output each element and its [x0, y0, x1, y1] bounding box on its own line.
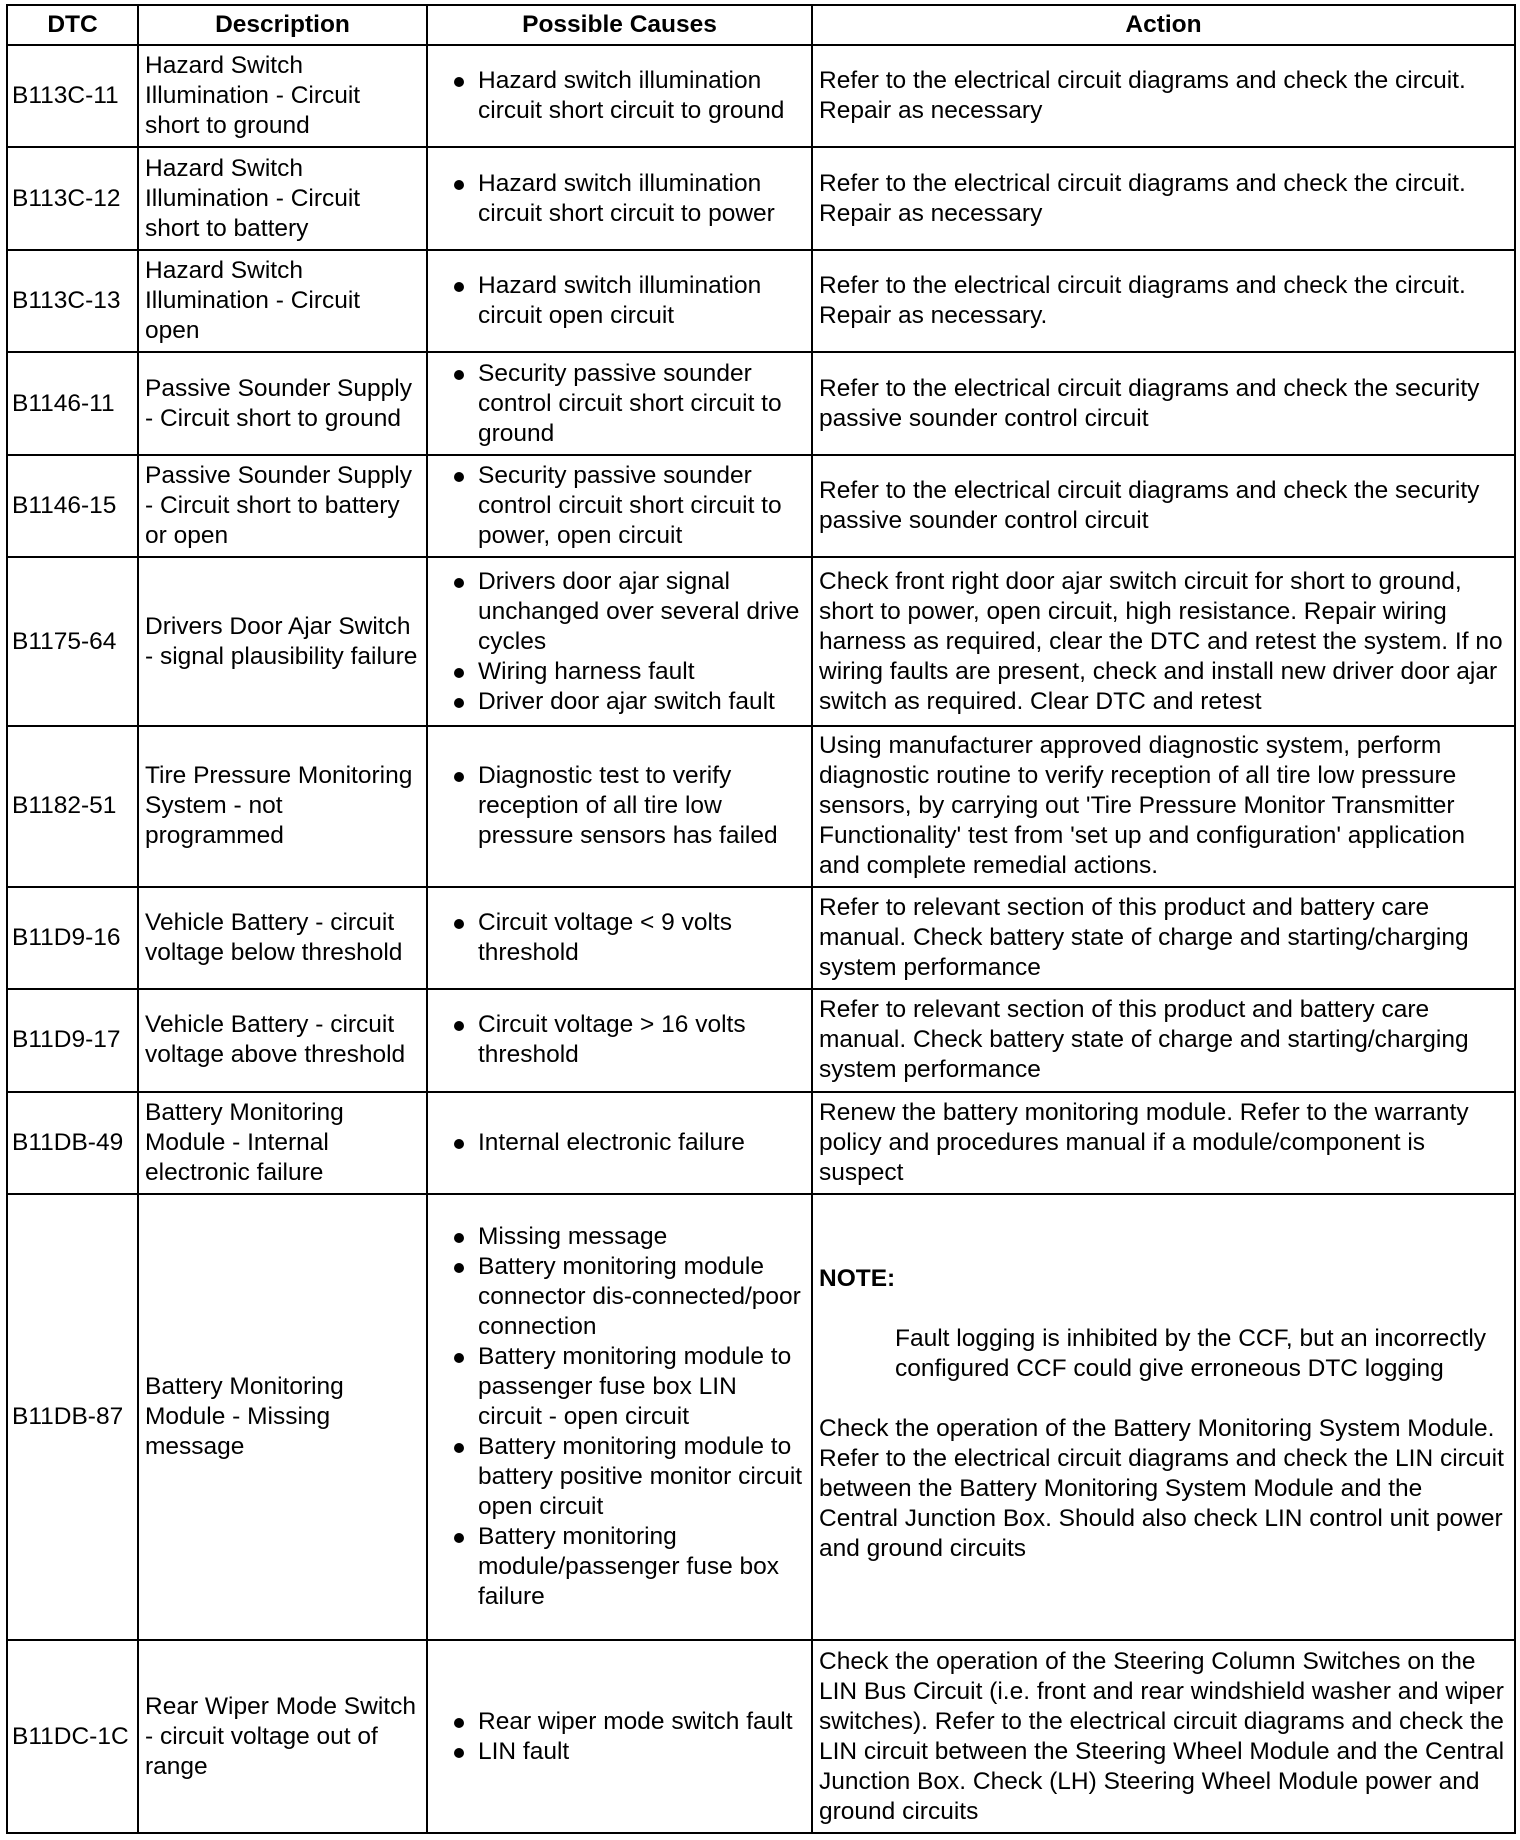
cause-item [434, 461, 805, 551]
causes-cell [427, 726, 812, 887]
table-row [7, 989, 1515, 1091]
table-row [7, 1194, 1515, 1640]
table-row [7, 250, 1515, 352]
dtc-code: B1175-64 [7, 557, 138, 726]
cause-text: Missing message [478, 1223, 668, 1251]
action-cell [812, 1194, 1515, 1640]
dtc-table [6, 4, 1516, 1834]
cause-text: Diagnostic test to verify reception of all tire low pressure sensors has failed [478, 762, 778, 850]
causes-cell [427, 1194, 812, 1640]
cause-item [434, 1342, 805, 1432]
bullet-icon [454, 668, 464, 678]
action-cell: Refer to the electrical circuit diagrams and check the circuit. Repair as necessary [812, 147, 1515, 249]
description-cell: Hazard Switch Illumination - Circuit short to battery [138, 147, 427, 249]
causes-cell [427, 147, 812, 249]
cause-item [434, 1737, 805, 1767]
cause-item [434, 657, 805, 687]
action-text: Check the operation of the Battery Monitoring System Module. Refer to the electrical circuit diagrams and check the LIN circuit between the Battery Monitoring System Module and the Central Junction Box. Should also check LIN control unit power and ground circuits [819, 1415, 1504, 1563]
cause-item [434, 687, 805, 717]
causes-cell [427, 45, 812, 147]
dtc-code: B11DB-49 [7, 1092, 138, 1194]
description-cell: Vehicle Battery - circuit voltage above threshold [138, 989, 427, 1091]
bullet-icon [454, 1443, 464, 1453]
note-text: Fault logging is inhibited by the CCF, but an incorrectly configured CCF could give erroneous DTC logging [895, 1325, 1487, 1383]
action-cell: Check the operation of the Steering Column Switches on the LIN Bus Circuit (i.e. front and rear windshield washer and wiper switches). Refer to the electrical circuit diagrams and check the LIN circuit between the Steering Wheel Module and the Central Junction Box. Check (LH) Steering Wheel Module power and ground circuits [812, 1640, 1515, 1833]
cause-text: Internal electronic failure [478, 1128, 745, 1156]
dtc-code: B1182-51 [7, 726, 138, 887]
bullet-icon [454, 282, 464, 292]
description-cell: Tire Pressure Monitoring System - not programmed [138, 726, 427, 887]
dtc-code: B11DB-87 [7, 1194, 138, 1640]
cause-text: Wiring harness fault [478, 657, 695, 685]
bullet-icon [454, 472, 464, 482]
causes-cell [427, 352, 812, 454]
bullet-icon [454, 1021, 464, 1031]
cause-item [434, 567, 805, 657]
bullet-icon [454, 1263, 464, 1273]
table-row [7, 887, 1515, 989]
dtc-code: B11D9-16 [7, 887, 138, 989]
cause-item [434, 1432, 805, 1522]
cause-text: Driver door ajar switch fault [478, 687, 775, 715]
dtc-code: B1146-11 [7, 352, 138, 454]
cause-text: Hazard switch illumination circuit open circuit [478, 272, 762, 330]
bullet-icon [454, 1748, 464, 1758]
dtc-code: B11D9-17 [7, 989, 138, 1091]
cause-text: Battery monitoring module/passenger fuse box failure [478, 1523, 779, 1611]
bullet-icon [454, 1533, 464, 1543]
header-possible-causes: Possible Causes [427, 5, 812, 45]
cause-text: Hazard switch illumination circuit short circuit to ground [478, 67, 785, 125]
action-cell: Using manufacturer approved diagnostic system, perform diagnostic routine to verify reception of all tire low pressure sensors, by carrying out 'Tire Pressure Monitor Transmitter Functionality' test from 'set up and configuration' application and complete remedial actions. [812, 726, 1515, 887]
table-row [7, 352, 1515, 454]
cause-item [434, 1128, 805, 1158]
cause-text: Hazard switch illumination circuit short circuit to power [478, 169, 775, 227]
description-cell: Rear Wiper Mode Switch - circuit voltage out of range [138, 1640, 427, 1833]
action-cell: Refer to the electrical circuit diagrams and check the security passive sounder control circuit [812, 352, 1515, 454]
cause-item [434, 1010, 805, 1070]
bullet-icon [454, 698, 464, 708]
table-row [7, 726, 1515, 887]
header-action: Action [812, 5, 1515, 45]
bullet-icon [454, 1139, 464, 1149]
description-cell: Drivers Door Ajar Switch - signal plausibility failure [138, 557, 427, 726]
cause-item [434, 359, 805, 449]
bullet-icon [454, 1353, 464, 1363]
header-dtc: DTC [7, 5, 138, 45]
causes-cell [427, 455, 812, 557]
cause-item [434, 1707, 805, 1737]
dtc-code: B1146-15 [7, 455, 138, 557]
causes-cell [427, 557, 812, 726]
causes-cell [427, 1640, 812, 1833]
cause-item [434, 1522, 805, 1612]
cause-text: Battery monitoring module to battery positive monitor circuit open circuit [478, 1433, 803, 1521]
bullet-icon [454, 77, 464, 87]
cause-item [434, 66, 805, 126]
note-label: NOTE: [819, 1265, 896, 1293]
table-row [7, 1092, 1515, 1194]
cause-item [434, 1252, 805, 1342]
description-cell: Vehicle Battery - circuit voltage below threshold [138, 887, 427, 989]
cause-text: Battery monitoring module connector dis-connected/poor connection [478, 1253, 801, 1341]
bullet-icon [454, 180, 464, 190]
cause-text: Drivers door ajar signal unchanged over several drive cycles [478, 567, 800, 655]
action-cell: Refer to relevant section of this product and battery care manual. Check battery state of charge and starting/charging system performance [812, 989, 1515, 1091]
table-row [7, 455, 1515, 557]
table-row [7, 45, 1515, 147]
causes-cell [427, 250, 812, 352]
causes-cell [427, 1092, 812, 1194]
action-cell: Renew the battery monitoring module. Refer to the warranty policy and procedures manual if a module/component is suspect [812, 1092, 1515, 1194]
cause-item [434, 761, 805, 851]
cause-item [434, 271, 805, 331]
dtc-code: B11DC-1C [7, 1640, 138, 1833]
action-cell: Refer to the electrical circuit diagrams and check the security passive sounder control circuit [812, 455, 1515, 557]
header-description: Description [138, 5, 427, 45]
action-cell: Refer to the electrical circuit diagrams and check the circuit. Repair as necessary [812, 45, 1515, 147]
dtc-code: B113C-12 [7, 147, 138, 249]
cause-text: Rear wiper mode switch fault [478, 1707, 793, 1735]
causes-cell [427, 989, 812, 1091]
description-cell: Hazard Switch Illumination - Circuit open [138, 250, 427, 352]
bullet-icon [454, 772, 464, 782]
causes-cell [427, 887, 812, 989]
action-cell: Check front right door ajar switch circuit for short to ground, short to power, open circuit, high resistance. Repair wiring harness as required, clear the DTC and retest the system. If no wiring faults are present, check and install new driver door ajar switch as required. Clear DTC and retest [812, 557, 1515, 726]
dtc-code: B113C-13 [7, 250, 138, 352]
action-cell: Refer to the electrical circuit diagrams and check the circuit. Repair as necessary. [812, 250, 1515, 352]
description-cell: Passive Sounder Supply - Circuit short to ground [138, 352, 427, 454]
description-cell: Battery Monitoring Module - Internal electronic failure [138, 1092, 427, 1194]
bullet-icon [454, 919, 464, 929]
table-row [7, 1640, 1515, 1833]
note-block [819, 1252, 1508, 1582]
table-row [7, 147, 1515, 249]
cause-text: Security passive sounder control circuit short circuit to power, open circuit [478, 462, 782, 550]
description-cell: Hazard Switch Illumination - Circuit short to ground [138, 45, 427, 147]
cause-item [434, 1222, 805, 1252]
cause-item [434, 169, 805, 229]
description-cell: Passive Sounder Supply - Circuit short to battery or open [138, 455, 427, 557]
description-cell: Battery Monitoring Module - Missing message [138, 1194, 427, 1640]
table-row [7, 557, 1515, 726]
cause-text: Security passive sounder control circuit short circuit to ground [478, 359, 782, 447]
bullet-icon [454, 578, 464, 588]
dtc-code: B113C-11 [7, 45, 138, 147]
header-row [7, 5, 1515, 45]
bullet-icon [454, 1718, 464, 1728]
cause-text: LIN fault [478, 1737, 570, 1765]
action-cell: Refer to relevant section of this product and battery care manual. Check battery state of charge and starting/charging system performance [812, 887, 1515, 989]
bullet-icon [454, 1233, 464, 1243]
cause-text: Circuit voltage > 16 volts threshold [478, 1011, 746, 1069]
cause-item [434, 908, 805, 968]
bullet-icon [454, 370, 464, 380]
cause-text: Circuit voltage < 9 volts threshold [478, 908, 732, 966]
cause-text: Battery monitoring module to passenger fuse box LIN circuit - open circuit [478, 1343, 792, 1431]
